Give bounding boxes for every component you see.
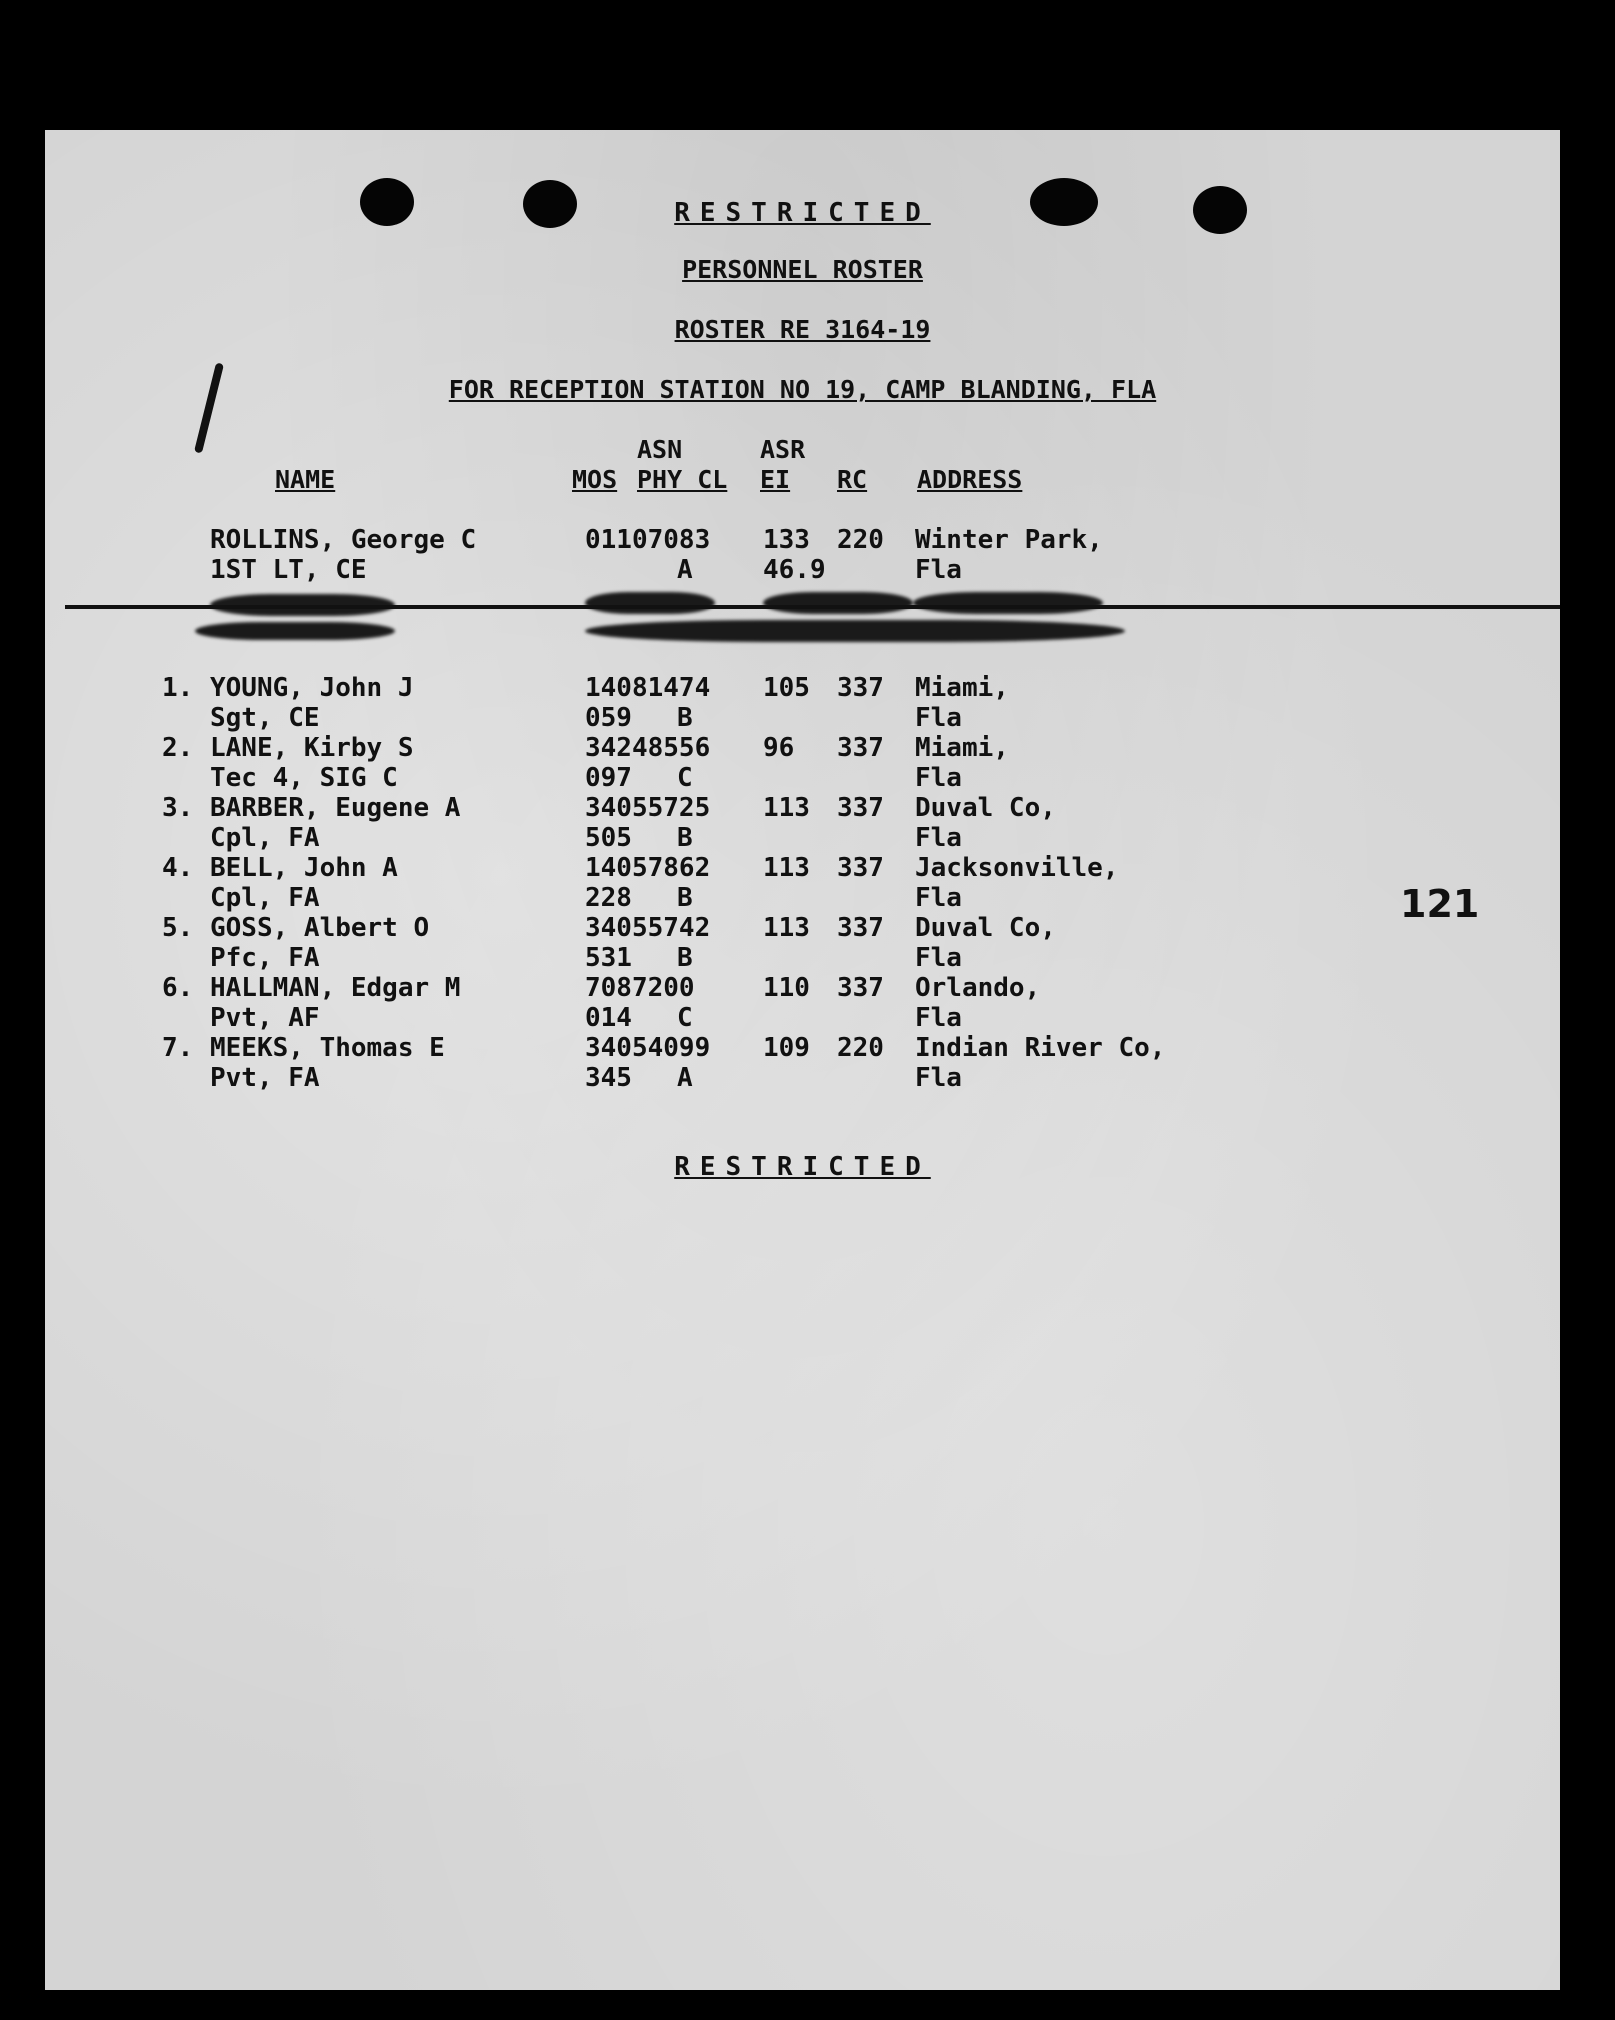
- col-mos: MOS: [572, 465, 618, 494]
- entry-address1: Duval Co,: [915, 913, 1056, 943]
- entry-rank: Cpl, FA: [210, 823, 320, 853]
- officer-asr: 133: [763, 525, 810, 555]
- classification-footer: RESTRICTED: [674, 1152, 931, 1182]
- entry-phy: C: [677, 1003, 693, 1033]
- entry-name: YOUNG, John J: [210, 673, 414, 703]
- entry-address1: Duval Co,: [915, 793, 1056, 823]
- entry-address1: Indian River Co,: [915, 1033, 1166, 1063]
- entry-rc: 220: [837, 1033, 884, 1063]
- entry-rank: Pfc, FA: [210, 943, 320, 973]
- entry-number: 7.: [162, 1033, 194, 1063]
- entry-number: 6.: [162, 973, 194, 1003]
- entry-name: BARBER, Eugene A: [210, 793, 461, 823]
- entry-asn: 14081474: [585, 673, 711, 703]
- roster-id: ROSTER RE 3164-19: [674, 315, 931, 344]
- entry-address1: Miami,: [915, 673, 1009, 703]
- entry-address2: Fla: [915, 883, 962, 913]
- entry-rc: 337: [837, 733, 884, 763]
- entry-address1: Miami,: [915, 733, 1009, 763]
- entry-rc: 337: [837, 673, 884, 703]
- entry-mos: 014: [585, 1003, 632, 1033]
- entry-rank: Sgt, CE: [210, 703, 320, 733]
- entry-rank: Pvt, AF: [210, 1003, 320, 1033]
- strike-line: [65, 605, 1560, 609]
- classification-header: RESTRICTED: [674, 198, 931, 228]
- entry-phy: B: [677, 943, 693, 973]
- entry-asr: 113: [763, 913, 810, 943]
- entry-phy: B: [677, 883, 693, 913]
- entry-name: BELL, John A: [210, 853, 398, 883]
- col-asr-top: ASR: [760, 435, 806, 464]
- entry-mos: 345: [585, 1063, 632, 1093]
- roster-entry: [45, 1033, 1245, 1093]
- entry-asr: 113: [763, 853, 810, 883]
- station-line: FOR RECEPTION STATION NO 19, CAMP BLANDING, FLA: [448, 375, 1157, 404]
- entry-address2: Fla: [915, 703, 962, 733]
- entry-phy: A: [677, 1063, 693, 1093]
- entry-asr: 113: [763, 793, 810, 823]
- entry-address2: Fla: [915, 1003, 962, 1033]
- entry-mos: 228: [585, 883, 632, 913]
- entry-mos: 505: [585, 823, 632, 853]
- col-rc: RC: [837, 465, 868, 494]
- entry-asn: 34055742: [585, 913, 711, 943]
- entry-name: MEEKS, Thomas E: [210, 1033, 445, 1063]
- document-page: [45, 130, 1560, 1990]
- entry-number: 1.: [162, 673, 194, 703]
- entry-asn: 7087200: [585, 973, 695, 1003]
- entry-rc: 337: [837, 913, 884, 943]
- entry-asn: 34248556: [585, 733, 711, 763]
- entry-asr: 110: [763, 973, 810, 1003]
- entry-asn: 14057862: [585, 853, 711, 883]
- entry-name: LANE, Kirby S: [210, 733, 414, 763]
- entry-rank: Cpl, FA: [210, 883, 320, 913]
- entry-address2: Fla: [915, 943, 962, 973]
- officer-rank: 1ST LT, CE: [210, 555, 367, 585]
- col-name: NAME: [275, 465, 336, 494]
- col-ei: EI: [760, 465, 791, 494]
- roster-entry: [45, 733, 1245, 793]
- roster-entry: [45, 853, 1245, 913]
- entry-address2: Fla: [915, 1063, 962, 1093]
- officer-asn: 01107083: [585, 525, 711, 555]
- roster-title: PERSONNEL ROSTER: [682, 255, 923, 284]
- roster-entry: [45, 793, 1245, 853]
- entry-asr: 96: [763, 733, 795, 763]
- roster-entry: [45, 973, 1245, 1033]
- entry-number: 5.: [162, 913, 194, 943]
- entry-name: HALLMAN, Edgar M: [210, 973, 461, 1003]
- entry-rank: Pvt, FA: [210, 1063, 320, 1093]
- entry-address2: Fla: [915, 823, 962, 853]
- col-phy-cl: PHY CL: [637, 465, 728, 494]
- entry-phy: B: [677, 703, 693, 733]
- entry-mos: 059: [585, 703, 632, 733]
- entry-asr: 109: [763, 1033, 810, 1063]
- entry-rank: Tec 4, SIG C: [210, 763, 398, 793]
- officer-phy: A: [677, 555, 693, 585]
- officer-rc: 220: [837, 525, 884, 555]
- entry-number: 4.: [162, 853, 194, 883]
- page-number: 121: [1400, 882, 1480, 926]
- entry-address1: Jacksonville,: [915, 853, 1119, 883]
- entry-address1: Orlando,: [915, 973, 1041, 1003]
- col-asn-top: ASN: [637, 435, 683, 464]
- entry-rc: 337: [837, 793, 884, 823]
- entry-rc: 337: [837, 973, 884, 1003]
- entry-name: GOSS, Albert O: [210, 913, 430, 943]
- roster-entry: [45, 913, 1245, 973]
- entry-phy: C: [677, 763, 693, 793]
- col-address: ADDRESS: [917, 465, 1023, 494]
- officer-ei: 46.9: [763, 555, 826, 585]
- officer-address2: Fla: [915, 555, 962, 585]
- entry-mos: 531: [585, 943, 632, 973]
- officer-name: ROLLINS, George C: [210, 525, 477, 555]
- officer-address1: Winter Park,: [915, 525, 1103, 555]
- entry-asr: 105: [763, 673, 810, 703]
- entry-mos: 097: [585, 763, 632, 793]
- entry-number: 3.: [162, 793, 194, 823]
- entry-phy: B: [677, 823, 693, 853]
- entry-asn: 34055725: [585, 793, 711, 823]
- entry-address2: Fla: [915, 763, 962, 793]
- roster-entry: [45, 673, 1245, 733]
- entry-rc: 337: [837, 853, 884, 883]
- entry-asn: 34054099: [585, 1033, 711, 1063]
- entry-number: 2.: [162, 733, 194, 763]
